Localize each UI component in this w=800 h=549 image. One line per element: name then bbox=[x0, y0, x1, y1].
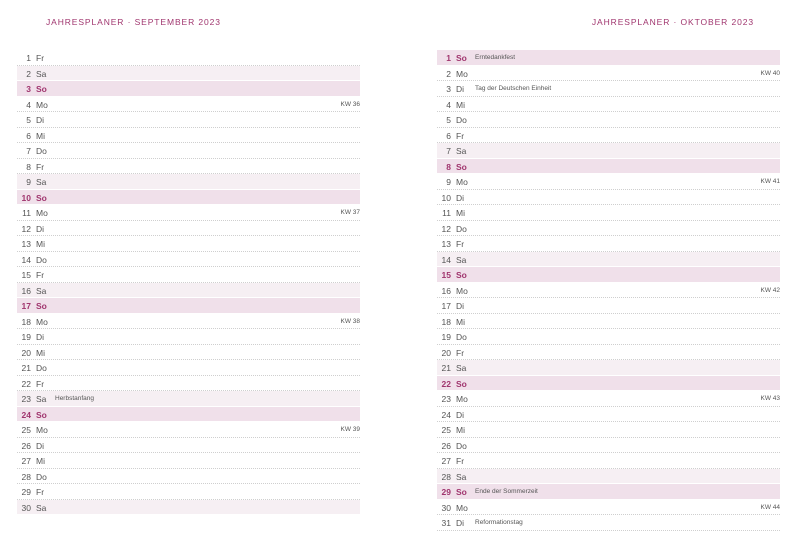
day-number: 16 bbox=[21, 285, 31, 296]
day-number: 20 bbox=[21, 347, 31, 358]
day-row bbox=[17, 97, 360, 113]
day-row bbox=[17, 422, 360, 438]
week-number: KW 42 bbox=[760, 286, 780, 294]
day-number: 23 bbox=[21, 394, 31, 404]
day-number: 29 bbox=[21, 487, 31, 497]
day-row bbox=[17, 314, 360, 330]
event-label: Erntedankfest bbox=[475, 54, 516, 61]
day-row bbox=[437, 143, 780, 159]
weekday: Mi bbox=[456, 425, 465, 435]
day-row bbox=[437, 453, 780, 469]
day-number: 6 bbox=[26, 130, 31, 141]
event-label: Ende der Sommerzeit bbox=[475, 488, 538, 495]
weekday: Sa bbox=[36, 502, 47, 513]
day-row bbox=[17, 128, 360, 144]
day-row bbox=[17, 174, 360, 190]
weekday: Di bbox=[456, 518, 465, 528]
weekday: Mi bbox=[456, 208, 465, 218]
day-number: 8 bbox=[26, 161, 31, 172]
day-row bbox=[437, 422, 780, 438]
day-row bbox=[437, 345, 780, 361]
day-number: 11 bbox=[442, 208, 451, 218]
weekday: Di bbox=[456, 192, 465, 203]
weekday: Mi bbox=[36, 130, 45, 141]
day-number: 23 bbox=[441, 394, 451, 404]
day-number: 15 bbox=[441, 270, 451, 280]
day-number: 20 bbox=[441, 347, 451, 358]
day-row bbox=[437, 484, 780, 500]
day-row bbox=[437, 205, 780, 221]
weekday: So bbox=[36, 301, 47, 311]
week-number: KW 38 bbox=[340, 317, 360, 325]
weekday: Do bbox=[456, 223, 467, 234]
weekday: Di bbox=[36, 440, 45, 451]
day-row bbox=[437, 50, 780, 66]
day-number: 27 bbox=[21, 456, 31, 466]
day-number: 14 bbox=[21, 254, 31, 265]
day-number: 26 bbox=[21, 440, 31, 451]
day-number: 4 bbox=[446, 99, 451, 110]
weekday: Mo bbox=[36, 316, 48, 327]
day-number: 9 bbox=[446, 177, 451, 187]
weekday: Fr bbox=[456, 239, 465, 249]
day-number: 5 bbox=[446, 115, 451, 125]
day-number: 28 bbox=[441, 471, 451, 482]
day-row bbox=[437, 159, 780, 175]
weekday: Di bbox=[456, 409, 465, 420]
day-number: 18 bbox=[21, 316, 31, 327]
day-row bbox=[437, 314, 780, 330]
calendar-september bbox=[17, 50, 360, 515]
day-number: 30 bbox=[21, 502, 31, 513]
day-number: 12 bbox=[441, 223, 451, 234]
day-number: 5 bbox=[26, 115, 31, 125]
day-number: 8 bbox=[446, 161, 451, 172]
weekday: Mi bbox=[36, 239, 45, 249]
weekday: Mo bbox=[36, 99, 48, 110]
weekday: Di bbox=[456, 84, 465, 94]
week-number: KW 41 bbox=[760, 178, 780, 185]
day-row bbox=[17, 329, 360, 345]
day-number: 17 bbox=[21, 301, 31, 311]
day-row bbox=[17, 190, 360, 206]
day-number: 26 bbox=[441, 440, 451, 451]
day-number: 21 bbox=[21, 363, 31, 373]
week-number: KW 39 bbox=[340, 426, 360, 433]
day-row bbox=[437, 97, 780, 113]
weekday: Fr bbox=[36, 270, 45, 280]
day-row bbox=[17, 360, 360, 376]
day-row bbox=[437, 360, 780, 376]
day-number: 19 bbox=[21, 332, 31, 342]
day-row bbox=[17, 252, 360, 268]
day-row bbox=[437, 252, 780, 268]
weekday: Sa bbox=[36, 68, 47, 79]
day-row bbox=[437, 298, 780, 314]
day-number: 19 bbox=[441, 332, 451, 342]
day-number: 1 bbox=[26, 53, 31, 63]
day-row bbox=[437, 438, 780, 454]
day-number: 10 bbox=[441, 192, 451, 203]
weekday: Do bbox=[36, 363, 47, 373]
day-number: 9 bbox=[26, 177, 31, 187]
day-row bbox=[17, 345, 360, 361]
day-row bbox=[17, 376, 360, 392]
day-row bbox=[437, 174, 780, 190]
weekday: So bbox=[456, 487, 467, 497]
day-number: 30 bbox=[441, 502, 451, 513]
weekday: Do bbox=[456, 115, 467, 125]
day-row bbox=[437, 391, 780, 407]
event-label: Herbstanfang bbox=[55, 395, 95, 402]
day-row bbox=[17, 407, 360, 423]
day-number: 7 bbox=[446, 146, 451, 156]
day-row bbox=[437, 236, 780, 252]
day-number: 15 bbox=[21, 270, 31, 280]
day-number: 27 bbox=[441, 456, 451, 466]
week-number: KW 37 bbox=[340, 209, 360, 216]
day-row bbox=[17, 438, 360, 454]
day-number: 2 bbox=[446, 68, 451, 79]
day-row bbox=[17, 221, 360, 237]
day-number: 22 bbox=[21, 378, 31, 389]
weekday: Mi bbox=[456, 99, 465, 110]
day-number: 24 bbox=[441, 409, 451, 420]
day-number: 25 bbox=[21, 425, 31, 435]
weekday: Mo bbox=[36, 208, 48, 218]
weekday: Mo bbox=[456, 177, 468, 187]
day-number: 12 bbox=[21, 223, 31, 234]
day-row bbox=[17, 453, 360, 469]
weekday: Do bbox=[36, 254, 47, 265]
day-row bbox=[17, 66, 360, 82]
day-number: 13 bbox=[441, 239, 451, 249]
day-row bbox=[437, 469, 780, 485]
day-number: 18 bbox=[441, 316, 451, 327]
weekday: Sa bbox=[36, 285, 47, 296]
day-number: 24 bbox=[21, 409, 31, 420]
weekday: Mo bbox=[456, 285, 468, 296]
day-row bbox=[437, 128, 780, 144]
day-number: 4 bbox=[26, 99, 31, 110]
day-number: 29 bbox=[441, 487, 451, 497]
page-title-october: JAHRESPLANER · OKTOBER 2023 bbox=[591, 17, 754, 27]
day-number: 11 bbox=[22, 208, 31, 218]
weekday: Fr bbox=[456, 130, 465, 141]
day-row bbox=[437, 267, 780, 283]
weekday: Do bbox=[36, 146, 47, 156]
week-number: KW 36 bbox=[340, 100, 360, 108]
day-row bbox=[17, 112, 360, 128]
day-number: 13 bbox=[21, 239, 31, 249]
day-row bbox=[17, 500, 360, 516]
week-number: KW 43 bbox=[760, 395, 780, 402]
day-row bbox=[437, 112, 780, 128]
weekday: Fr bbox=[456, 456, 465, 466]
weekday: So bbox=[456, 161, 467, 172]
day-row bbox=[17, 205, 360, 221]
weekday: Mo bbox=[456, 394, 468, 404]
day-row bbox=[17, 298, 360, 314]
day-row bbox=[17, 236, 360, 252]
weekday: Do bbox=[456, 332, 467, 342]
weekday: Mo bbox=[36, 425, 48, 435]
weekday: Mi bbox=[456, 316, 465, 327]
day-row bbox=[17, 484, 360, 500]
weekday: Fr bbox=[36, 378, 45, 389]
day-number: 3 bbox=[446, 84, 451, 94]
page-title-september: JAHRESPLANER · SEPTEMBER 2023 bbox=[46, 17, 221, 27]
day-row bbox=[437, 376, 780, 392]
weekday: Mo bbox=[456, 502, 468, 513]
weekday: So bbox=[36, 84, 47, 94]
weekday: Mi bbox=[36, 456, 45, 466]
day-row bbox=[437, 329, 780, 345]
day-number: 2 bbox=[26, 68, 31, 79]
weekday: Sa bbox=[456, 363, 467, 373]
day-row bbox=[17, 469, 360, 485]
weekday: Do bbox=[36, 471, 47, 482]
day-number: 1 bbox=[446, 53, 451, 63]
day-number: 6 bbox=[446, 130, 451, 141]
day-row bbox=[437, 81, 780, 97]
day-row bbox=[437, 66, 780, 82]
week-number: KW 44 bbox=[760, 503, 780, 511]
day-number: 14 bbox=[441, 254, 451, 265]
day-row bbox=[17, 159, 360, 175]
weekday: So bbox=[456, 53, 467, 63]
day-row bbox=[437, 190, 780, 206]
day-row bbox=[17, 143, 360, 159]
week-number: KW 40 bbox=[760, 69, 780, 77]
weekday: Di bbox=[36, 332, 45, 342]
weekday: Mo bbox=[456, 68, 468, 79]
weekday: Sa bbox=[456, 471, 467, 482]
day-row bbox=[437, 283, 780, 299]
weekday: Fr bbox=[456, 347, 465, 358]
day-number: 17 bbox=[441, 301, 451, 311]
weekday: Sa bbox=[456, 254, 467, 265]
weekday: Fr bbox=[36, 53, 45, 63]
weekday: So bbox=[36, 192, 47, 203]
day-number: 7 bbox=[26, 146, 31, 156]
weekday: Sa bbox=[36, 177, 47, 187]
day-row bbox=[17, 283, 360, 299]
weekday: Sa bbox=[36, 394, 47, 404]
day-row bbox=[17, 50, 360, 66]
day-row bbox=[437, 500, 780, 516]
weekday: So bbox=[36, 409, 47, 420]
day-row bbox=[437, 515, 780, 531]
weekday: Sa bbox=[456, 146, 467, 156]
weekday: So bbox=[456, 270, 467, 280]
weekday: So bbox=[456, 378, 467, 389]
calendar-october bbox=[437, 50, 780, 531]
weekday: Fr bbox=[36, 161, 45, 172]
day-row bbox=[437, 221, 780, 237]
day-row bbox=[17, 391, 360, 407]
weekday: Di bbox=[36, 115, 45, 125]
event-label: Reformationstag bbox=[475, 519, 523, 526]
day-row bbox=[17, 267, 360, 283]
weekday: Fr bbox=[36, 487, 45, 497]
weekday: Di bbox=[456, 301, 465, 311]
weekday: Mi bbox=[36, 347, 45, 358]
weekday: Do bbox=[456, 440, 467, 451]
day-number: 21 bbox=[441, 363, 451, 373]
day-number: 25 bbox=[441, 425, 451, 435]
weekday: Di bbox=[36, 223, 45, 234]
event-label: Tag der Deutschen Einheit bbox=[475, 85, 552, 92]
day-row bbox=[17, 81, 360, 97]
day-number: 22 bbox=[441, 378, 451, 389]
day-number: 31 bbox=[441, 518, 451, 528]
day-number: 16 bbox=[441, 285, 451, 296]
day-row bbox=[437, 407, 780, 423]
day-number: 10 bbox=[21, 192, 31, 203]
day-number: 28 bbox=[21, 471, 31, 482]
day-number: 3 bbox=[26, 84, 31, 94]
